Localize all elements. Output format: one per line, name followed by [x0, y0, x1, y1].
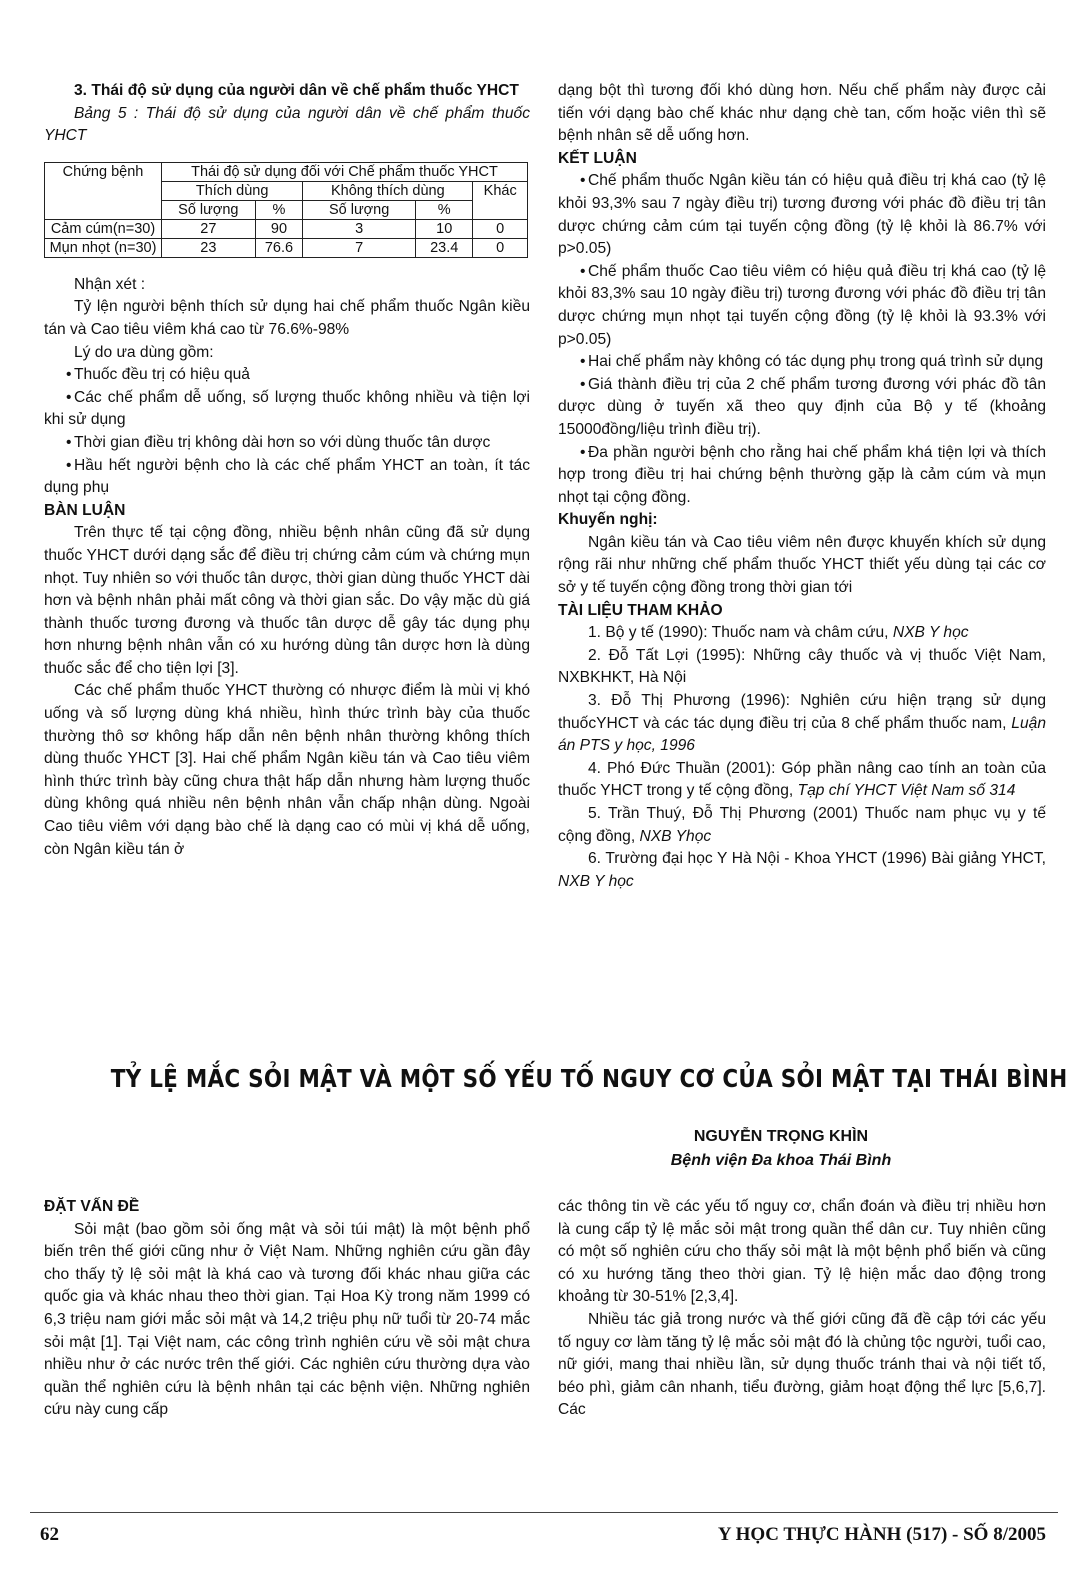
column-bottom-right	[558, 1196, 1046, 1422]
column-top-right	[558, 80, 1046, 893]
conclusion-item: • Chế phẩm thuốc Ngân kiều tán có hiệu quả điều trị khá cao (tỷ lệ khỏi 93,3% sau 7 ngày điều trị) tương đương với phác đồ điều trị tân dược chứng cảm cúm tại tuyến cộng đồng (tỷ lệ khỏi là 86.7% với p>0.05)	[558, 170, 1046, 260]
footer-rule	[30, 1512, 1058, 1513]
reasons-label: Lý do ưa dùng gồm:	[74, 343, 214, 361]
reference-item: 6. Trường đại học Y Hà Nội - Khoa YHCT (1996) Bài giảng YHCT, NXB Y học	[558, 850, 1046, 890]
table-5	[44, 162, 528, 258]
intro-paragraph: các thông tin về các yếu tố nguy cơ, chẩn đoán và điều trị nhiều hơn là cung cấp tỷ lệ mắc sỏi mật trong quần thể dân cư. Tuy nhiên cũng có một số nghiên cứu cho thấy sỏi mật là một bệnh phổ biến và cũng có xu hướng tăng theo thời gian. Tỷ lệ hiện mắc dao động trong khoảng từ 30-51% [2,3,4].	[558, 1198, 1046, 1306]
th-like: Thích dùng	[162, 181, 303, 200]
discussion-paragraph: Trên thực tế tại cộng đồng, nhiều bệnh nhân cũng đã sử dụng thuốc YHCT dưới dạng sắc để điều trị chứng cảm cúm và chứng mụn nhọt. Tuy nhiên so với thuốc tân dược, thời gian dùng thuốc YHCT dài hơn và bệnh nhân phải mất công và thời gian sắc. Do vậy mặc dù giá thành thuốc tương đương và thuốc tân dược dễ gây tác dụng phụ hơn nhưng bệnh nhân vẫn có xu hướng dùng tân dược hơn là dùng thuốc sắc để cho tiện lợi [3].	[44, 524, 530, 677]
cell-disease: Cảm cúm(n=30)	[45, 219, 162, 238]
cell-dislike-n: 7	[303, 238, 416, 257]
reason-item: • Thuốc đều trị có hiệu quả	[44, 364, 530, 387]
table-row	[45, 219, 528, 238]
remark-text: Tỷ lện người bệnh thích sử dụng hai chế phẩm thuốc Ngân kiều tán và Cao tiêu viêm khá cao từ 76.6%-98%	[44, 298, 530, 338]
column-bottom-left	[44, 1196, 530, 1422]
cell-dislike-pct: 10	[416, 219, 473, 238]
reference-item: 5. Trần Thuý, Đỗ Thị Phương (2001) Thuốc nam phục vụ y tế cộng đồng, NXB Yhọc	[558, 805, 1046, 845]
th-like-count: Số lượng	[162, 200, 256, 219]
conclusion-item: • Giá thành điều trị của 2 chế phẩm tương đương với phác đồ tân dược dùng ở tuyến xã theo quy định của Bộ y tế (khoảng 15000đồng/liệu trình điều trị).	[558, 374, 1046, 442]
th-attitude: Thái độ sử dụng đối với Chế phẩm thuốc YHCT	[162, 162, 528, 181]
page-number: 62	[40, 1524, 59, 1545]
conclusion-item: • Hai chế phẩm này không có tác dụng phụ trong quá trình sử dụng	[558, 351, 1046, 374]
conclusion-item: • Chế phẩm thuốc Cao tiêu viêm có hiệu quả điều trị khá cao (tỷ lệ khỏi 83,3% sau 10 ngày điều trị) tương đương với phác đồ điều trị tân dược chứng mụn nhọt tại tuyến cộng đồng (tỷ lệ khỏi là 93.3% với p>0.05)	[558, 261, 1046, 351]
conclusion-item: • Đa phần người bệnh cho rằng hai chế phẩm khá tiện lợi và thích hợp trong điều trị hai chứng bệnh thường gặp là cảm cúm và mụn nhọt tại cộng đồng.	[558, 442, 1046, 510]
journal-info: Y HỌC THỰC HÀNH (517) - SỐ 8/2005	[717, 1524, 1046, 1545]
section-heading-attitude: 3. Thái độ sử dụng của người dân về chế phẩm thuốc YHCT	[74, 82, 519, 99]
continuation-paragraph: dạng bột thì tương đối khó dùng hơn. Nếu chế phẩm này được cải tiến với dạng bào chế khác như dạng chè tan, cốm hoặc viên thì sẽ bệnh nhân sẽ dễ uống hơn.	[558, 82, 1046, 145]
th-dislike-pct: %	[416, 200, 473, 219]
article-title: TỶ LỆ MẮC SỎI MẬT VÀ MỘT SỐ YẾU TỐ NGUY CƠ CỦA SỎI MẬT TẠI THÁI BÌNH	[110, 1064, 1068, 1093]
discussion-paragraph: Các chế phẩm thuốc YHCT thường có nhược điểm là mùi vị khó uống và số lượng dùng khá nhiều, hình thức trình bày của thuốc thường thô sơ không hấp dẫn nên bệnh nhân thường không thích dùng thuốc YHCT [3]. Hai chế phẩm Ngân kiều tán và Cao tiêu viêm hình thức trình bày cũng chưa thật hấp dẫn nhưng hàm lượng thuốc dùng không quá nhiều nên bệnh nhân vẫn chấp nhận dùng. Ngoài Cao tiêu viêm với dạng bào chế là dạng cao có mùi vị khá dễ uống, còn Ngân kiều tán ở	[44, 682, 530, 858]
th-other: Khác	[473, 181, 528, 219]
cell-dislike-n: 3	[303, 219, 416, 238]
th-like-pct: %	[255, 200, 303, 219]
recommendation-text: Ngân kiều tán và Cao tiêu viêm nên được khuyến khích sử dụng rộng rãi như những chế phẩm thuốc YHCT thiết yếu dùng tại các cơ sở y tế tuyến cộng đồng trong thời gian tới	[558, 533, 1046, 597]
reference-item: 3. Đỗ Thị Phương (1996): Nghiên cứu hiện trạng sử dụng thuốcYHCT và các tác dụng điều trị của 8 chế phẩm thuốc nam, Luận án PTS y học, 1996	[558, 692, 1046, 755]
reason-item: • Các chế phẩm dễ uống, số lượng thuốc không nhiều và tiện lợi khi sử dụng	[44, 387, 530, 432]
th-disease: Chứng bệnh	[45, 162, 162, 219]
reference-item: 1. Bộ y tế (1990): Thuốc nam và châm cứu, NXB Y học	[588, 624, 969, 642]
cell-like-n: 23	[162, 238, 256, 257]
cell-other: 0	[473, 238, 528, 257]
cell-disease: Mụn nhọt (n=30)	[45, 238, 162, 257]
reason-item: • Hầu hết người bệnh cho là các chế phẩm YHCT an toàn, ít tác dụng phụ	[44, 455, 530, 500]
discussion-heading: BÀN LUẬN	[44, 501, 126, 519]
th-dislike-count: Số lượng	[303, 200, 416, 219]
cell-like-n: 27	[162, 219, 256, 238]
table-row	[45, 238, 528, 257]
cell-dislike-pct: 23.4	[416, 238, 473, 257]
intro-heading: ĐẶT VẤN ĐỀ	[44, 1198, 140, 1215]
column-top-left	[44, 80, 530, 861]
reference-item: 2. Đỗ Tất Lợi (1995): Những cây thuốc và vị thuốc Việt Nam, NXBKHKT, Hà Nội	[558, 646, 1046, 687]
remark-label: Nhận xét :	[74, 275, 146, 293]
reference-item: 4. Phó Đức Thuần (2001): Góp phần nâng cao tính an toàn của thuốc YHCT trong y tế cộng đồng, Tạp chí YHCT Việt Nam số 314	[558, 759, 1046, 800]
references-heading: TÀI LIỆU THAM KHẢO	[558, 601, 723, 619]
th-dislike: Không thích dùng	[303, 181, 473, 200]
cell-like-pct: 90	[255, 219, 303, 238]
reason-item: • Thời gian điều trị không dài hơn so với dùng thuốc tân dược	[44, 432, 530, 455]
intro-paragraph: Sỏi mật (bao gồm sỏi ống mật và sỏi túi mật) là một bệnh phổ biến trên thế giới cũng như ở Việt Nam. Những nghiên cứu gần đây cho thấy tỷ lệ sỏi mật là khá cao và tương đối khác nhau giữa các quốc gia và khác nhau theo thời gian. Tại Hoa Kỳ trong năm 1999 có 6,3 triệu nam giới mắc sỏi mật và 14,2 triệu phụ nữ tuổi từ 20-74 mắc sỏi mật [1]. Tại Việt nam, các công trình nghiên cứu về sỏi mật chưa nhiều như ở các nước trên thế giới. Các nghiên cứu thường dựa vào quần thể nghiên cứu là bệnh nhân tại các bệnh viện. Những nghiên cứu này cung cấp	[44, 1220, 530, 1419]
conclusion-heading: KẾT LUẬN	[558, 149, 637, 167]
author-name: NGUYỄN TRỌNG KHÌN	[693, 1128, 869, 1145]
author-affiliation: Bệnh viện Đa khoa Thái Bình	[670, 1152, 892, 1169]
recommendation-heading: Khuyến nghị:	[558, 511, 658, 529]
cell-like-pct: 76.6	[255, 238, 303, 257]
intro-paragraph: Nhiều tác giả trong nước và thế giới cũng đã đề cập tới các yếu tố nguy cơ làm tăng tỷ lệ mắc sỏi mật đó là chủng tộc người, tuổi cao, nữ giới, mang thai nhiều lần, sử dụng thuốc tránh thai và nội tiết tố, béo phì, giảm cân nhanh, tiểu đường, giảm hoạt động thể lực [5,6,7]. Các	[558, 1310, 1046, 1419]
table-caption: Bảng 5 : Thái độ sử dụng của người dân về chế phẩm thuốc YHCT	[44, 104, 530, 145]
cell-other: 0	[473, 219, 528, 238]
